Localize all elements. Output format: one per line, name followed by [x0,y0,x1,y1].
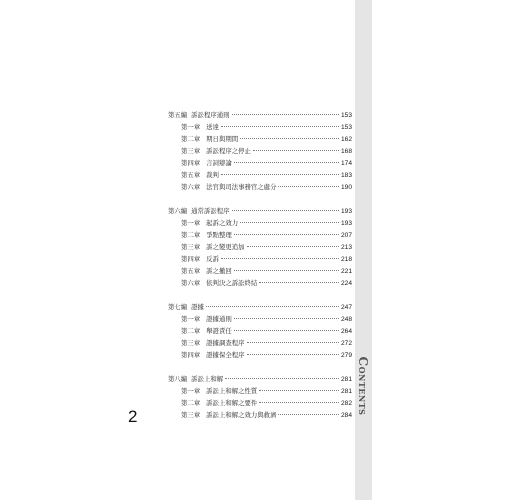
chapter-row [168,121,352,133]
page-ref: 224 [340,280,352,287]
chapter-number: 第三章 [181,243,201,251]
chapter-row [168,157,352,169]
part-heading [168,373,352,385]
chapter-row [168,409,352,421]
chapter-title: 言詞辯論 [206,159,232,167]
chapter-number: 第二章 [181,327,201,335]
page-ref: 174 [340,160,352,167]
page-ref: 153 [340,112,352,119]
chapter-number: 第四章 [181,351,201,359]
chapter-title: 爭點整理 [206,231,232,239]
dot-leader [247,245,339,247]
chapter-title: 依判決之訴訟終結 [206,279,258,287]
chapter-number: 第一章 [181,219,201,227]
chapter-title: 起訴之效力 [206,219,239,227]
part-number: 第六編 [168,207,188,215]
part-heading [168,301,352,313]
dot-leader [232,209,339,211]
part-title: 訴訟程序通則 [191,111,230,119]
dot-leader [259,389,339,391]
chapter-number: 第二章 [181,135,201,143]
dot-leader [221,125,339,127]
chapter-row [168,397,352,409]
dot-leader [253,149,339,151]
chapter-title: 訴之變更追加 [206,243,245,251]
toc-part-6 [168,205,352,289]
chapter-row [168,313,352,325]
chapter-number: 第二章 [181,399,201,407]
chapter-row [168,169,352,181]
toc-part-7 [168,301,352,361]
page-ref: 153 [340,124,352,131]
dot-leader [234,233,339,235]
chapter-number: 第一章 [181,123,201,131]
chapter-number: 第一章 [181,387,201,395]
part-number: 第七編 [168,303,188,311]
dot-leader [278,413,339,415]
page-ref: 264 [340,328,352,335]
page-ref: 183 [340,172,352,179]
dot-leader [247,341,339,343]
page-number: 2 [128,407,138,426]
chapter-number: 第六章 [181,183,201,191]
chapter-row [168,337,352,349]
chapter-number: 第一章 [181,315,201,323]
part-title: 證據 [191,303,204,311]
chapter-number: 第四章 [181,159,201,167]
page-ref: 213 [340,244,352,251]
chapter-row [168,277,352,289]
chapter-title: 訴訟程序之停止 [206,147,251,155]
chapter-number: 第三章 [181,147,201,155]
chapter-title: 訴訟上和解之性質 [206,387,258,395]
page-ref: 284 [340,412,352,419]
chapter-title: 舉證責任 [206,327,232,335]
dot-leader [259,401,339,403]
chapter-row [168,349,352,361]
chapter-number: 第四章 [181,255,201,263]
dot-leader [206,305,339,307]
chapter-title: 反訴 [206,255,219,263]
page-ref: 190 [340,184,352,191]
chapter-row [168,217,352,229]
part-number: 第五編 [168,111,188,119]
dot-leader [234,269,339,271]
page-ref: 248 [340,316,352,323]
part-title: 訴訟上和解 [191,375,224,383]
contents-side-label: Contents [356,356,370,416]
chapter-row [168,325,352,337]
chapter-row [168,385,352,397]
chapter-row [168,145,352,157]
toc-part-8 [168,373,352,421]
page-ref: 247 [340,304,352,311]
part-heading [168,109,352,121]
chapter-title: 訴之撤回 [206,267,232,275]
page-ref: 279 [340,352,352,359]
chapter-title: 裁判 [206,171,219,179]
dot-leader [221,173,339,175]
chapter-number: 第六章 [181,279,201,287]
page-ref: 282 [340,400,352,407]
chapter-number: 第五章 [181,267,201,275]
page-ref: 193 [340,220,352,227]
page-ref: 281 [340,376,352,383]
chapter-number: 第二章 [181,231,201,239]
chapter-title: 訴訟上和解之要件 [206,399,258,407]
chapter-title: 送達 [206,123,219,131]
chapter-row [168,133,352,145]
dot-leader [221,257,339,259]
page-ref: 281 [340,388,352,395]
chapter-row [168,181,352,193]
chapter-row [168,241,352,253]
chapter-title: 期日與期間 [206,135,239,143]
part-number: 第八編 [168,375,188,383]
dot-leader [234,329,339,331]
page-ref: 272 [340,340,352,347]
chapter-row [168,265,352,277]
chapter-row [168,253,352,265]
dot-leader [278,185,339,187]
chapter-number: 第五章 [181,171,201,179]
dot-leader [234,317,339,319]
page-ref: 168 [340,148,352,155]
dot-leader [225,377,339,379]
dot-leader [247,353,339,355]
dot-leader [232,113,339,115]
chapter-title: 法官與司法事務官之處分 [206,183,277,191]
chapter-title: 證據保全程序 [206,351,245,359]
dot-leader [259,281,339,283]
chapter-title: 證據通則 [206,315,232,323]
page-ref: 207 [340,232,352,239]
side-strip [355,0,372,500]
dot-leader [234,161,339,163]
chapter-number: 第三章 [181,411,201,419]
table-of-contents [168,109,352,433]
page-ref: 218 [340,256,352,263]
chapter-title: 訴訟上和解之效力與救濟 [206,411,277,419]
chapter-title: 證據調查程序 [206,339,245,347]
dot-leader [240,137,339,139]
part-title: 通常訴訟程序 [191,207,230,215]
chapter-number: 第三章 [181,339,201,347]
dot-leader [240,221,339,223]
page-ref: 221 [340,268,352,275]
page-ref: 162 [340,136,352,143]
part-heading [168,205,352,217]
page-ref: 193 [340,208,352,215]
toc-part-5 [168,109,352,193]
chapter-row [168,229,352,241]
